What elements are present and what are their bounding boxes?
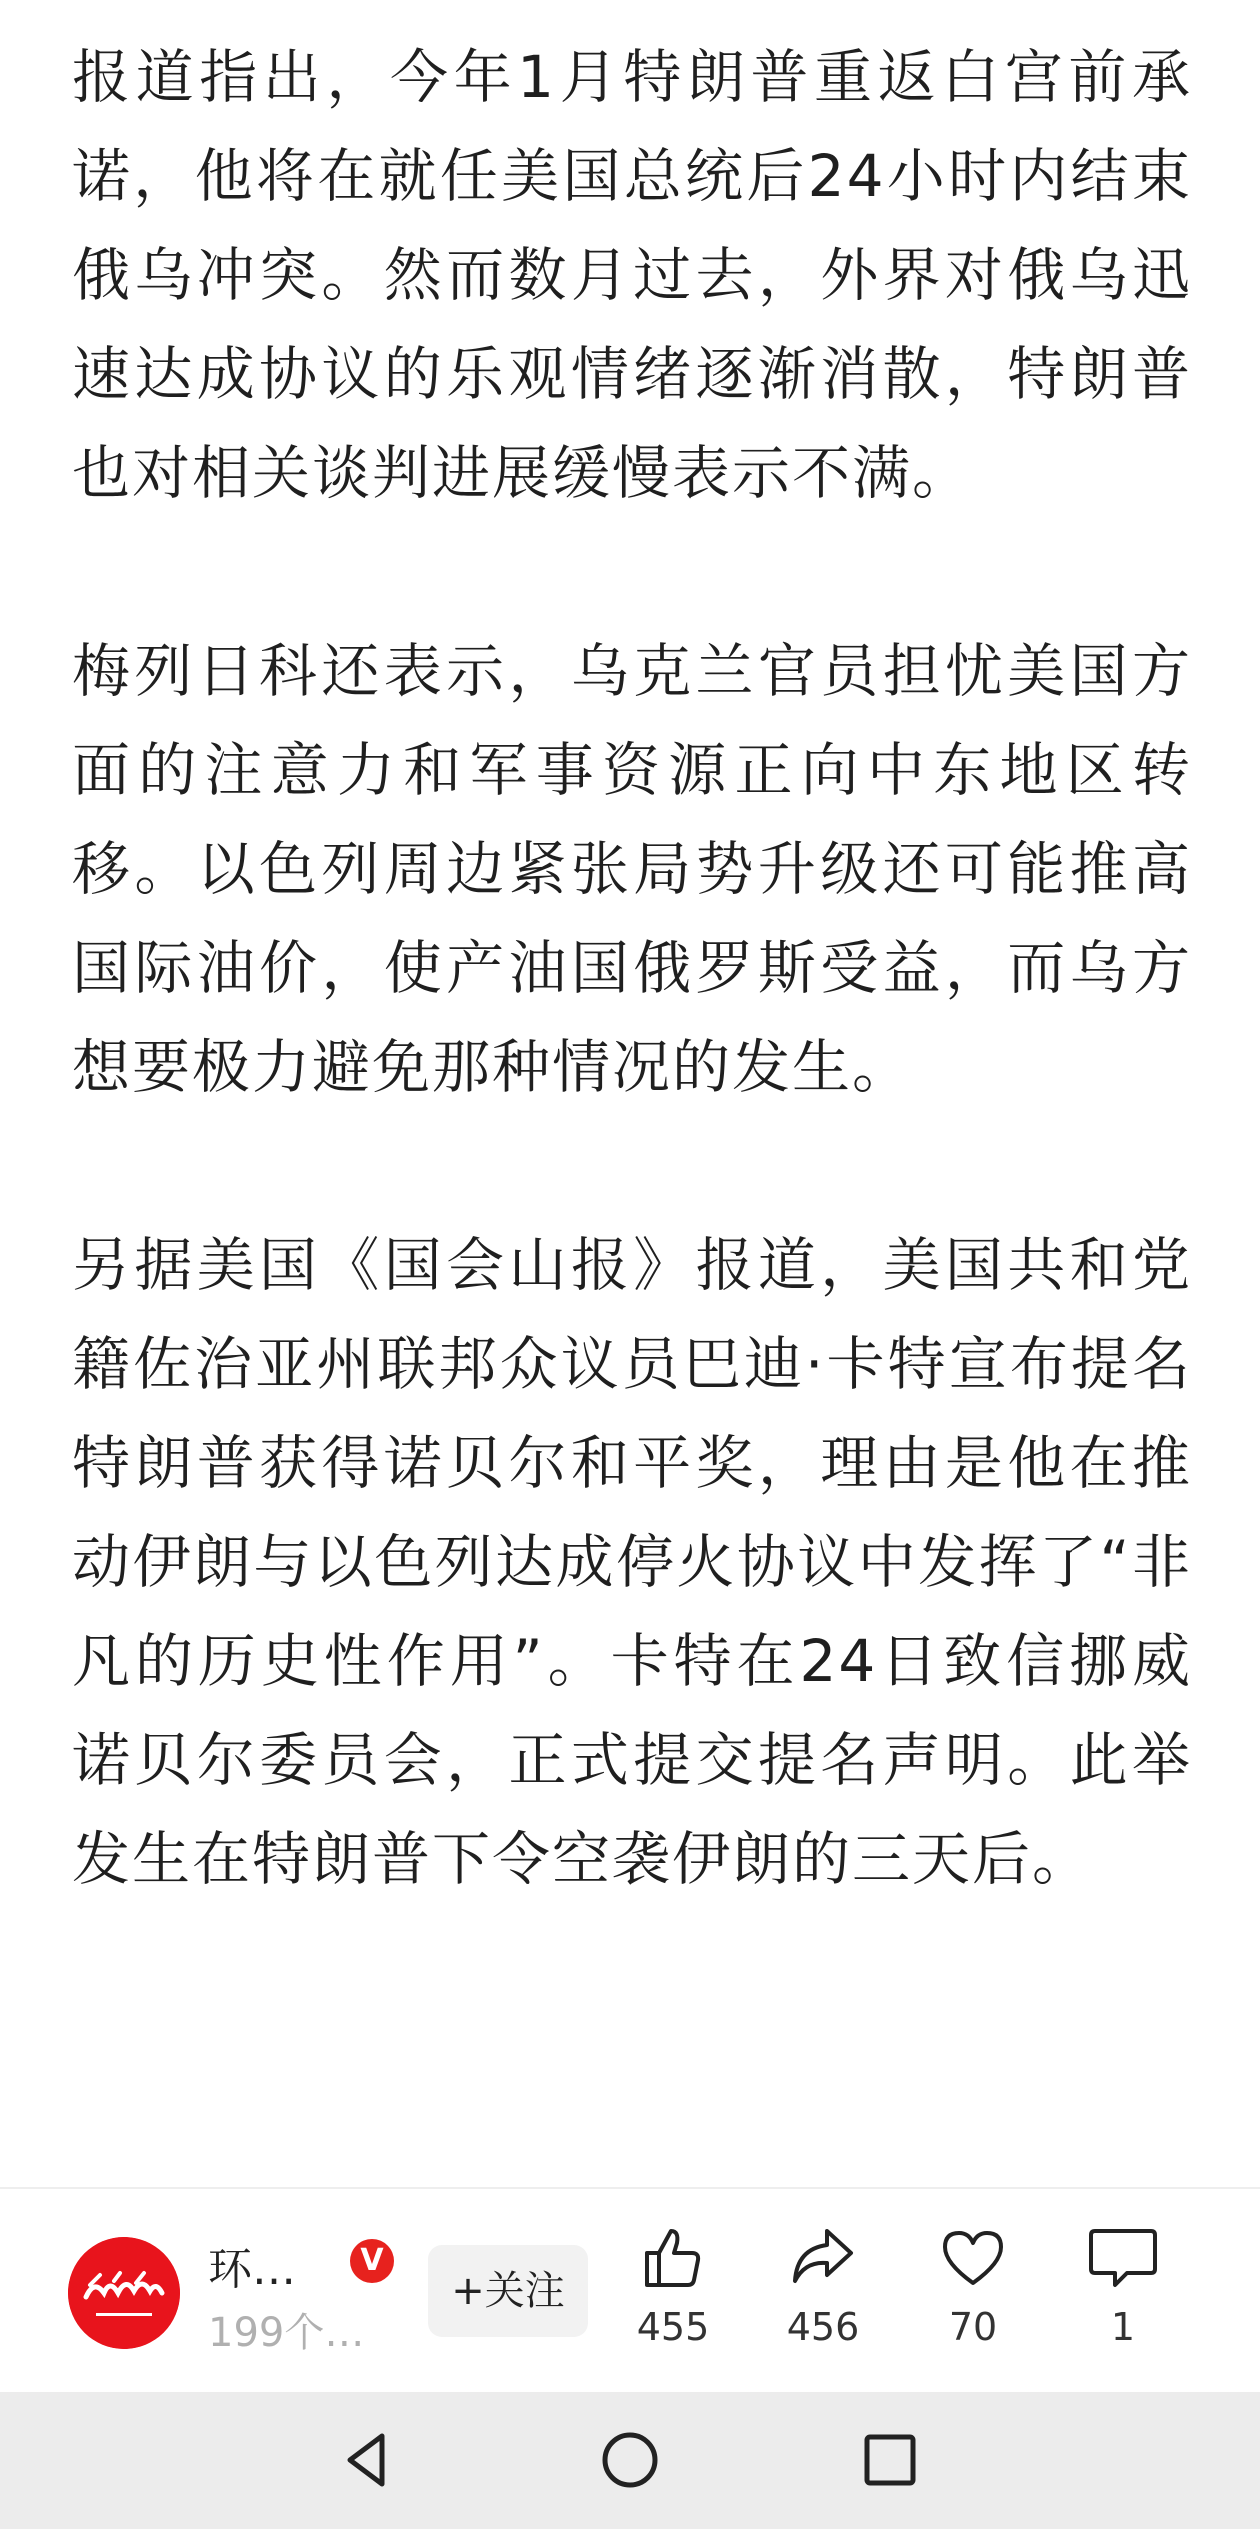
like-button[interactable]	[618, 2221, 728, 2371]
thumbs-up-icon	[637, 2221, 709, 2293]
comment-count: 1	[1110, 2305, 1136, 2349]
like-count: 455	[636, 2305, 710, 2349]
article-paragraph: 梅列日科还表示，乌克兰官员担忧美国方面的注意力和军事资源正向中东地区转移。以色列周边紧张局势升级还可能推高国际油价，使产油国俄罗斯受益，而乌方想要极力避免那种情况的发生。	[72, 637, 1192, 1101]
huanqiu-logo-icon	[68, 2237, 180, 2349]
favorite-count: 70	[948, 2305, 998, 2349]
system-navigation-bar	[0, 2392, 1260, 2529]
recents-button[interactable]	[858, 2428, 922, 2492]
back-button[interactable]	[336, 2428, 400, 2492]
paragraph-spacer	[72, 523, 1192, 622]
recents-square-icon	[858, 2428, 922, 2492]
share-count: 456	[786, 2305, 860, 2349]
article-body	[72, 28, 1192, 1909]
verified-badge-icon: V	[350, 2239, 394, 2283]
account-avatar[interactable]	[68, 2237, 180, 2349]
comment-button[interactable]	[1068, 2221, 1178, 2371]
account-name[interactable]: 环…	[208, 2244, 296, 2295]
favorite-button[interactable]	[918, 2221, 1028, 2371]
home-circle-icon	[598, 2428, 662, 2492]
article-paragraph: 另据美国《国会山报》报道，美国共和党籍佐治亚州联邦众议员巴迪·卡特宣布提名特朗普获得诺贝尔和平奖，理由是他在推动伊朗与以色列达成停火协议中发挥了“非凡的历史性作用”。卡特在24日致信挪威诺贝尔委员会，正式提交提名声明。此举发生在特朗普下令空袭伊朗的三天后。	[72, 1231, 1192, 1893]
home-button[interactable]	[598, 2428, 662, 2492]
back-triangle-icon	[336, 2428, 400, 2492]
share-button[interactable]	[768, 2221, 878, 2371]
article-paragraph: 报道指出，今年1月特朗普重返白宫前承诺，他将在就任美国总统后24小时内结束俄乌冲突。然而数月过去，外界对俄乌迅速达成协议的乐观情绪逐渐消散，特朗普也对相关谈判进展缓慢表示不满。	[72, 43, 1192, 507]
author-action-bar	[0, 2187, 1260, 2394]
paragraph-spacer	[72, 1117, 1192, 1216]
follower-count: 199个…	[208, 2310, 365, 2356]
comment-bubble-icon	[1087, 2221, 1159, 2293]
follow-button[interactable]: +关注	[428, 2245, 588, 2337]
heart-icon	[937, 2221, 1009, 2293]
share-arrow-icon	[787, 2221, 859, 2293]
